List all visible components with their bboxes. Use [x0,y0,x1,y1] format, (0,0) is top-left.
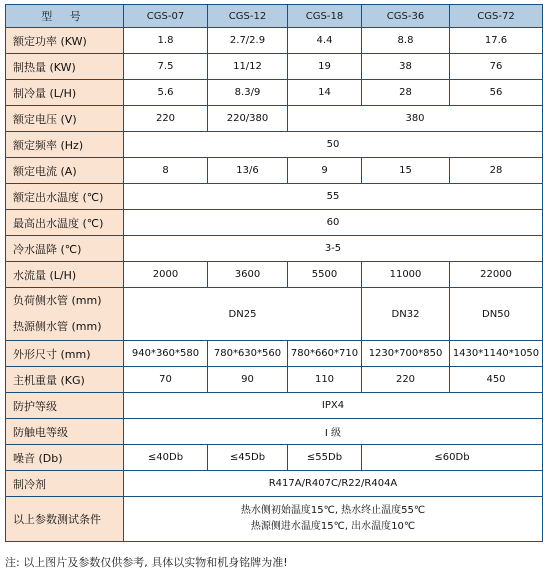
table-cell: 55 [124,184,543,210]
table-cell: 22000 [450,262,543,288]
table-row [6,393,543,419]
table-cell: 8.8 [362,28,450,54]
model-cell: CGS-72 [450,5,543,28]
row-label: 额定电流 (A) [6,158,124,184]
table-cell: 1430*1140*1050 [450,341,543,367]
table-cell: 4.4 [288,28,362,54]
row-label: 外形尺寸 (mm) [6,341,124,367]
row-label: 主机重量 (KG) [6,367,124,393]
table-row [6,132,543,158]
row-label: 防触电等级 [6,419,124,445]
table-cell: 14 [288,80,362,106]
table-row [6,106,543,132]
table-cell: 2.7/2.9 [208,28,288,54]
table-cell: 56 [450,80,543,106]
table-cell: 7.5 [124,54,208,80]
test-conditions-cell [124,497,543,542]
table-row [6,184,543,210]
table-cell: 15 [362,158,450,184]
table-cell: 780*660*710 [288,341,362,367]
table-cell: 780*630*560 [208,341,288,367]
table-row [6,497,543,542]
load-side-pipe-label: 负荷侧水管 (mm) [13,294,102,307]
table-cell: 3-5 [124,236,543,262]
table-row [6,367,543,393]
table-cell: IPX4 [124,393,543,419]
table-cell: 11000 [362,262,450,288]
spec-table [5,4,543,542]
table-row [6,54,543,80]
table-cell: 50 [124,132,543,158]
model-cell: CGS-07 [124,5,208,28]
row-label: 最高出水温度 (℃) [6,210,124,236]
model-cell: CGS-12 [208,5,288,28]
table-cell: I 级 [124,419,543,445]
row-label: 冷水温降 (℃) [6,236,124,262]
table-row [6,341,543,367]
table-cell: 19 [288,54,362,80]
row-label: 噪音 (Db) [6,445,124,471]
table-cell: 1230*700*850 [362,341,450,367]
table-cell: 11/12 [208,54,288,80]
table-cell: 5.6 [124,80,208,106]
source-side-pipe-label: 热源侧水管 (mm) [13,320,102,333]
table-row [6,210,543,236]
model-cell: CGS-36 [362,5,450,28]
table-row [6,80,543,106]
row-label: 额定出水温度 (℃) [6,184,124,210]
table-cell: R417A/R407C/R22/R404A [124,471,543,497]
test-condition-line: 热源侧进水温度15℃, 出水温度10℃ [250,521,416,532]
table-cell: 17.6 [450,28,543,54]
row-label: 额定频率 (Hz) [6,132,124,158]
header-row [6,5,543,28]
table-cell: 380 [288,106,543,132]
table-cell: 8 [124,158,208,184]
row-label: 制热量 (KW) [6,54,124,80]
row-label: 以上参数测试条件 [6,497,124,542]
table-cell: 28 [450,158,543,184]
table-cell: ≤55Db [288,445,362,471]
table-cell: 90 [208,367,288,393]
table-cell: 8.3/9 [208,80,288,106]
table-cell: 5500 [288,262,362,288]
row-label: 额定电压 (V) [6,106,124,132]
table-cell: 110 [288,367,362,393]
table-cell: DN32 [362,288,450,341]
table-cell: 1.8 [124,28,208,54]
table-cell: 2000 [124,262,208,288]
row-label: 制冷剂 [6,471,124,497]
table-row [6,28,543,54]
table-cell: DN50 [450,288,543,341]
table-row [6,419,543,445]
table-row [6,471,543,497]
row-label-pipes [6,288,124,341]
row-label: 防护等级 [6,393,124,419]
table-cell: 76 [450,54,543,80]
table-cell: DN25 [124,288,362,341]
table-cell: 70 [124,367,208,393]
table-cell: 9 [288,158,362,184]
table-cell: 28 [362,80,450,106]
table-row [6,158,543,184]
table-row [6,262,543,288]
table-cell: ≤40Db [124,445,208,471]
header-label: 型 号 [6,5,124,28]
table-row [6,288,543,341]
table-cell: 220 [362,367,450,393]
table-cell: 13/6 [208,158,288,184]
table-cell: 60 [124,210,543,236]
table-cell: ≤60Db [362,445,543,471]
table-row [6,236,543,262]
table-cell: 38 [362,54,450,80]
table-cell: 940*360*580 [124,341,208,367]
footnote: 注: 以上图片及参数仅供参考, 具体以实物和机身铭牌为准! [5,556,288,569]
table-cell: ≤45Db [208,445,288,471]
table-row [6,445,543,471]
row-label: 额定功率 (KW) [6,28,124,54]
row-label: 制冷量 (L/H) [6,80,124,106]
table-cell: 220/380 [208,106,288,132]
model-cell: CGS-18 [288,5,362,28]
table-cell: 220 [124,106,208,132]
row-label: 水流量 (L/H) [6,262,124,288]
test-condition-line: 热水侧初始温度15℃, 热水终止温度55℃ [240,505,426,516]
table-cell: 450 [450,367,543,393]
table-cell: 3600 [208,262,288,288]
